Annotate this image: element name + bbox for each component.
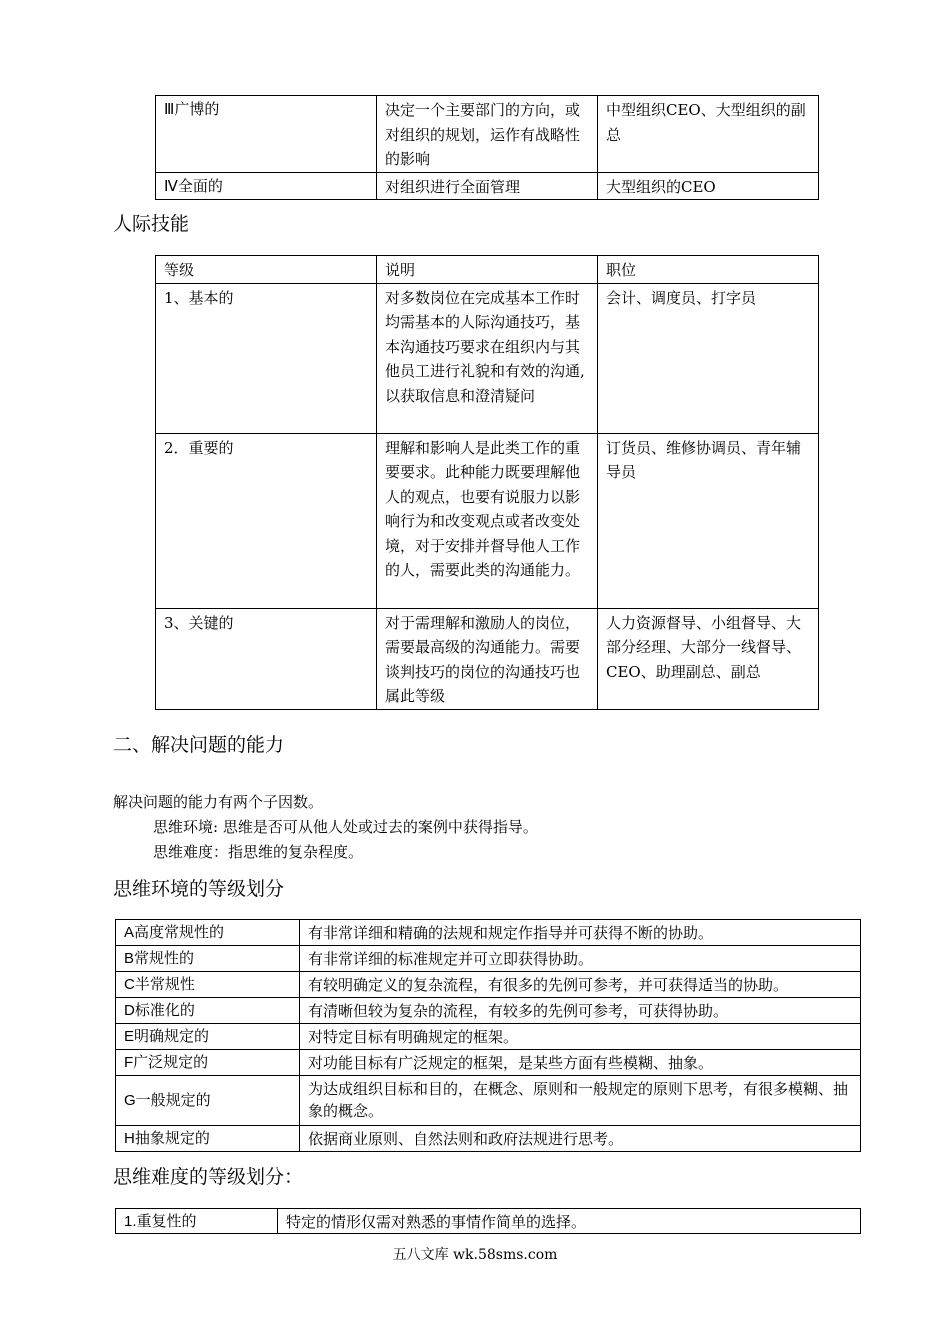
desc-cell: 有较明确定义的复杂流程，有很多的先例可参考，并可获得适当的协助。 xyxy=(300,972,861,998)
position-cell: 会计、调度员、打字员 xyxy=(598,283,819,433)
section-heading-interpersonal: 人际技能 xyxy=(113,213,190,235)
header-position: 职位 xyxy=(598,256,819,284)
desc-cell: 对特定目标有明确规定的框架。 xyxy=(300,1024,861,1050)
level-cell: F广泛规定的 xyxy=(116,1050,300,1076)
thinking-environment-table xyxy=(115,919,861,1152)
table-header-row xyxy=(156,256,819,284)
table-row xyxy=(156,433,819,608)
desc-cell: 理解和影响人是此类工作的重要要求。此种能力既要理解他人的观点，也要有说服力以影响行为和改变观点或者改变处境，对于安排并督导他人工作的人，需要此类的沟通能力。 xyxy=(377,433,598,608)
level-cell: Ⅲ广博的 xyxy=(156,96,377,173)
level-cell: 1、基本的 xyxy=(156,283,377,433)
position-cell: 大型组织的CEO xyxy=(598,172,819,200)
desc-cell: 对于需理解和激励人的岗位，需要最高级的沟通能力。需要谈判技巧的岗位的沟通技巧也属此等级 xyxy=(377,608,598,709)
desc-cell: 对功能目标有广泛规定的框架，是某些方面有些模糊、抽象。 xyxy=(300,1050,861,1076)
problem-item-difficulty: 思维难度：指思维的复杂程度。 xyxy=(153,843,364,861)
desc-cell: 为达成组织目标和目的，在概念、原则和一般规定的原则下思考，有很多模糊、抽象的概念。 xyxy=(300,1076,861,1126)
desc-cell: 依据商业原则、自然法则和政府法规进行思考。 xyxy=(300,1126,861,1152)
header-level: 等级 xyxy=(156,256,377,284)
position-cell: 订货员、维修协调员、青年辅导员 xyxy=(598,433,819,608)
position-cell: 人力资源督导、小组督导、大部分经理、大部分一线督导、CEO、助理副总、副总 xyxy=(598,608,819,709)
table-row xyxy=(156,96,819,173)
table-row xyxy=(116,946,861,972)
desc-cell: 有非常详细和精确的法规和规定作指导并可获得不断的协助。 xyxy=(300,920,861,946)
table-row xyxy=(116,1209,861,1234)
table-row xyxy=(116,972,861,998)
position-cell: 中型组织CEO、大型组织的副总 xyxy=(598,96,819,173)
level-cell: H抽象规定的 xyxy=(116,1126,300,1152)
top-level-table xyxy=(155,95,819,200)
table-row xyxy=(116,1076,861,1126)
desc-cell: 对组织进行全面管理 xyxy=(377,172,598,200)
table-row xyxy=(116,920,861,946)
interpersonal-skills-table xyxy=(155,255,819,710)
table-row xyxy=(156,283,819,433)
table-row xyxy=(156,172,819,200)
section-heading-thinking-difficulty: 思维难度的等级划分： xyxy=(113,1166,304,1188)
level-cell: 2．重要的 xyxy=(156,433,377,608)
page-footer: 五八文库 wk.58sms.com xyxy=(392,1247,558,1263)
level-cell: E明确规定的 xyxy=(116,1024,300,1050)
level-cell: Ⅳ全面的 xyxy=(156,172,377,200)
table-row xyxy=(116,998,861,1024)
level-cell: G一般规定的 xyxy=(116,1076,300,1126)
level-cell: 3、关键的 xyxy=(156,608,377,709)
desc-cell: 有清晰但较为复杂的流程，有较多的先例可参考，可获得协助。 xyxy=(300,998,861,1024)
level-cell: A高度常规性的 xyxy=(116,920,300,946)
level-cell: D标准化的 xyxy=(116,998,300,1024)
level-cell: C半常规性 xyxy=(116,972,300,998)
desc-cell: 决定一个主要部门的方向，或对组织的规划，运作有战略性的影响 xyxy=(377,96,598,173)
section-heading-thinking-environment: 思维环境的等级划分 xyxy=(113,878,285,900)
header-desc: 说明 xyxy=(377,256,598,284)
problem-intro: 解决问题的能力有两个子因数。 xyxy=(113,793,324,811)
table-row xyxy=(116,1050,861,1076)
table-row xyxy=(156,608,819,709)
level-cell: B常规性的 xyxy=(116,946,300,972)
desc-cell: 有非常详细的标准规定并可立即获得协助。 xyxy=(300,946,861,972)
table-row xyxy=(116,1126,861,1152)
table-row xyxy=(116,1024,861,1050)
level-cell: 1.重复性的 xyxy=(116,1209,278,1234)
problem-item-environment: 思维环境: 思维是否可从他人处或过去的案例中获得指导。 xyxy=(153,818,538,836)
desc-cell: 特定的情形仅需对熟悉的事情作简单的选择。 xyxy=(278,1209,861,1234)
section-heading-problem-solving: 二、解决问题的能力 xyxy=(113,734,285,756)
thinking-difficulty-table xyxy=(115,1208,861,1234)
desc-cell: 对多数岗位在完成基本工作时均需基本的人际沟通技巧，基本沟通技巧要求在组织内与其他员工进行礼貌和有效的沟通,以获取信息和澄清疑问 xyxy=(377,283,598,433)
